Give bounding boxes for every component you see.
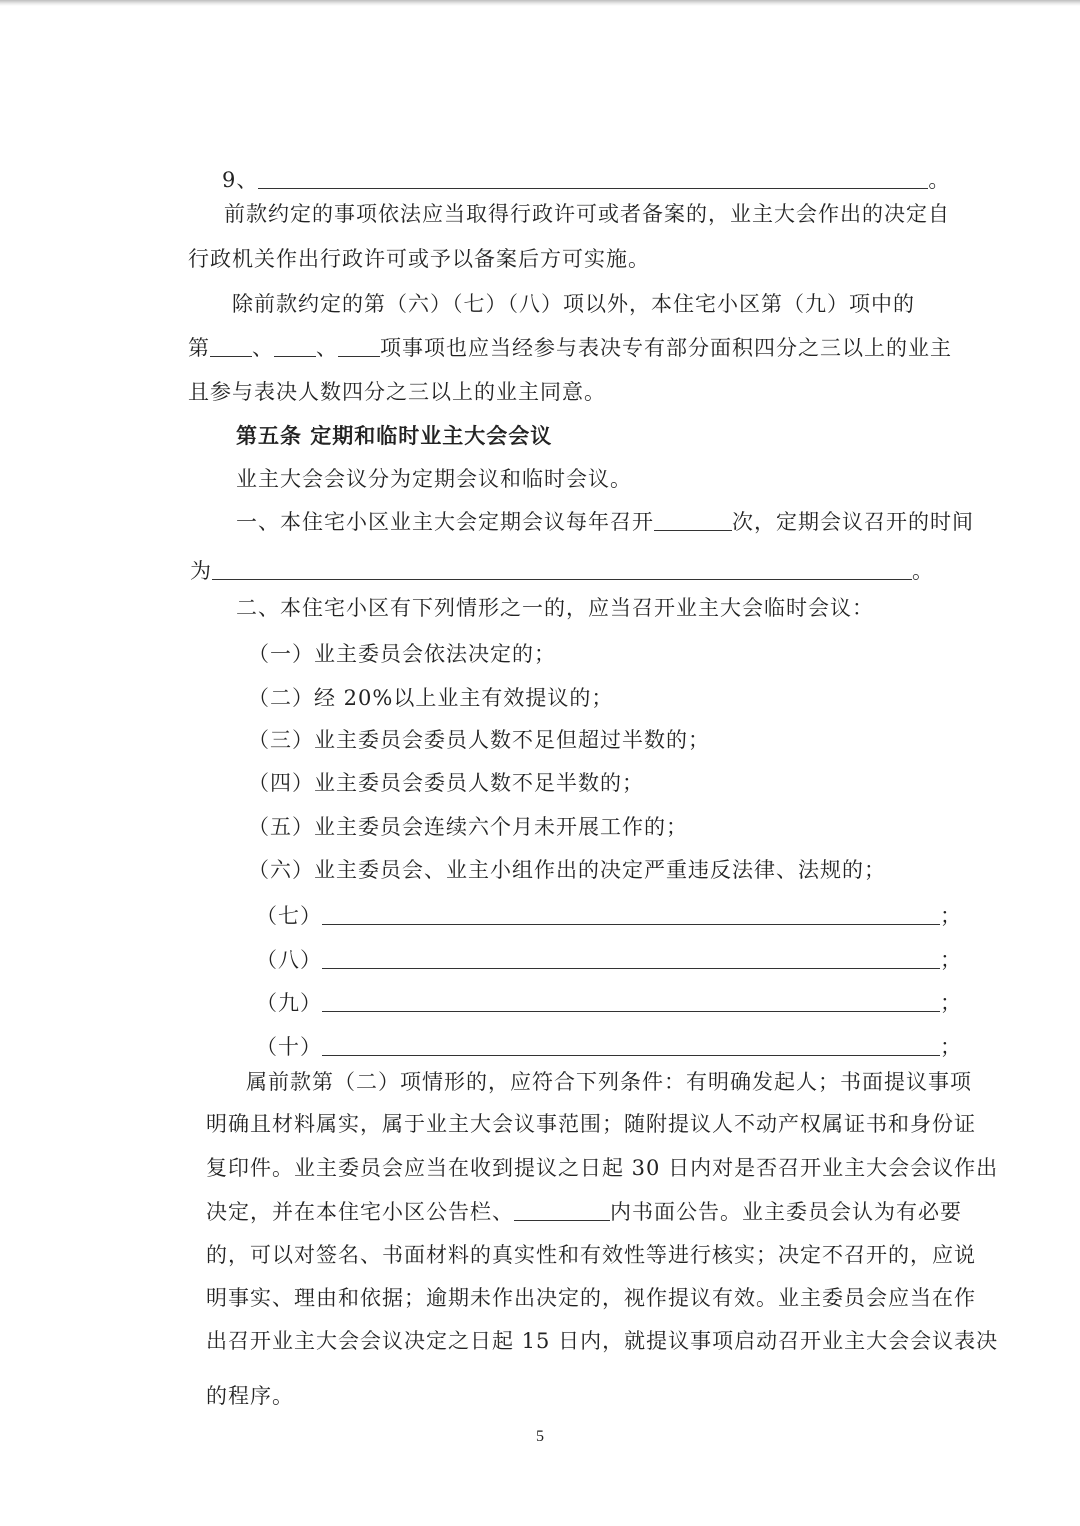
paragraph-line: 明事实、理由和依据；逾期未作出决定的，视作提议有效。业主委员会应当在作	[206, 1286, 976, 1310]
list-item-blank	[256, 946, 962, 974]
paragraph-line: 的程序。	[206, 1384, 294, 1408]
text: 。	[912, 559, 934, 583]
paragraph-line: 二、本住宅小区有下列情形之一的，应当召开业主大会临时会议：	[236, 596, 874, 620]
paragraph-line-with-blanks	[188, 334, 952, 362]
paragraph-line: 复印件。业主委员会应当在收到提议之日起 30 日内对是否召开业主大会会议作出	[206, 1156, 999, 1180]
article-5-heading: 第五条 定期和临时业主大会会议	[236, 424, 553, 448]
text: 为	[190, 559, 212, 583]
text: ；	[940, 991, 962, 1015]
meeting-frequency-line	[236, 508, 974, 536]
text: 第	[188, 336, 210, 360]
paragraph-line: 除前款约定的第（六）（七）（八）项以外，本住宅小区第（九）项中的	[232, 292, 915, 316]
text: （十）	[256, 1035, 322, 1059]
list-item: （三）业主委员会委员人数不足但超过半数的；	[248, 728, 710, 752]
fill-blank	[210, 336, 252, 357]
text: ；	[940, 904, 962, 928]
paragraph-line: 业主大会会议分为定期会议和临时会议。	[236, 467, 632, 491]
fill-blank	[322, 991, 940, 1012]
page-number: 5	[536, 1428, 544, 1445]
list-item: （二）经 20%以上业主有效提议的；	[248, 686, 614, 710]
list-item: （六）业主委员会、业主小组作出的决定严重违反法律、法规的；	[248, 858, 886, 882]
paragraph-line-with-blank	[206, 1198, 962, 1226]
scan-edge	[0, 0, 1080, 6]
list-item: （五）业主委员会连续六个月未开展工作的；	[248, 815, 688, 839]
list-item: （四）业主委员会委员人数不足半数的；	[248, 771, 644, 795]
fill-blank	[322, 1035, 940, 1056]
list-item: （一）业主委员会依法决定的；	[248, 642, 556, 666]
item-9-number: 9、	[222, 168, 259, 192]
text: （七）	[256, 904, 322, 928]
paragraph-line: 明确且材料属实，属于业主大会议事范围；随附提议人不动产权属证书和身份证	[206, 1112, 976, 1136]
fill-blank	[212, 559, 912, 580]
text: 次，定期会议召开的时间	[732, 510, 974, 534]
meeting-time-line	[190, 557, 934, 585]
paragraph-line: 出召开业主大会会议决定之日起 15 日内，就提议事项启动召开业主大会会议表决	[206, 1329, 999, 1353]
text: （九）	[256, 991, 322, 1015]
text: 一、本住宅小区业主大会定期会议每年召开	[236, 510, 654, 534]
fill-blank	[274, 336, 316, 357]
item-9-blank	[258, 168, 928, 189]
text: ；	[940, 1035, 962, 1059]
fill-blank	[338, 336, 380, 357]
fill-blank	[322, 904, 940, 925]
fill-blank	[654, 510, 732, 531]
text: 内书面公告。业主委员会认为有必要	[610, 1200, 962, 1224]
paragraph-line: 的，可以对签名、书面材料的真实性和有效性等进行核实；决定不召开的，应说	[206, 1243, 976, 1267]
paragraph-line: 前款约定的事项依法应当取得行政许可或者备案的，业主大会作出的决定自	[224, 202, 950, 226]
text: 决定，并在本住宅小区公告栏、	[206, 1200, 514, 1224]
fill-blank	[322, 948, 940, 969]
list-item-blank	[256, 902, 962, 930]
paragraph-line: 行政机关作出行政许可或予以备案后方可实施。	[188, 247, 650, 271]
text: 项事项也应当经参与表决专有部分面积四分之三以上的业主	[380, 336, 952, 360]
paragraph-line: 且参与表决人数四分之三以上的业主同意。	[188, 380, 606, 404]
list-item-blank	[256, 989, 962, 1017]
text: 、	[252, 336, 274, 360]
paragraph-line: 属前款第（二）项情形的，应符合下列条件：有明确发起人；书面提议事项	[246, 1070, 972, 1094]
item-9-line	[222, 166, 950, 194]
text: （八）	[256, 948, 322, 972]
fill-blank	[514, 1200, 610, 1221]
text: 、	[316, 336, 338, 360]
item-9-end: 。	[928, 168, 951, 192]
list-item-blank	[256, 1033, 962, 1061]
text: ；	[940, 948, 962, 972]
